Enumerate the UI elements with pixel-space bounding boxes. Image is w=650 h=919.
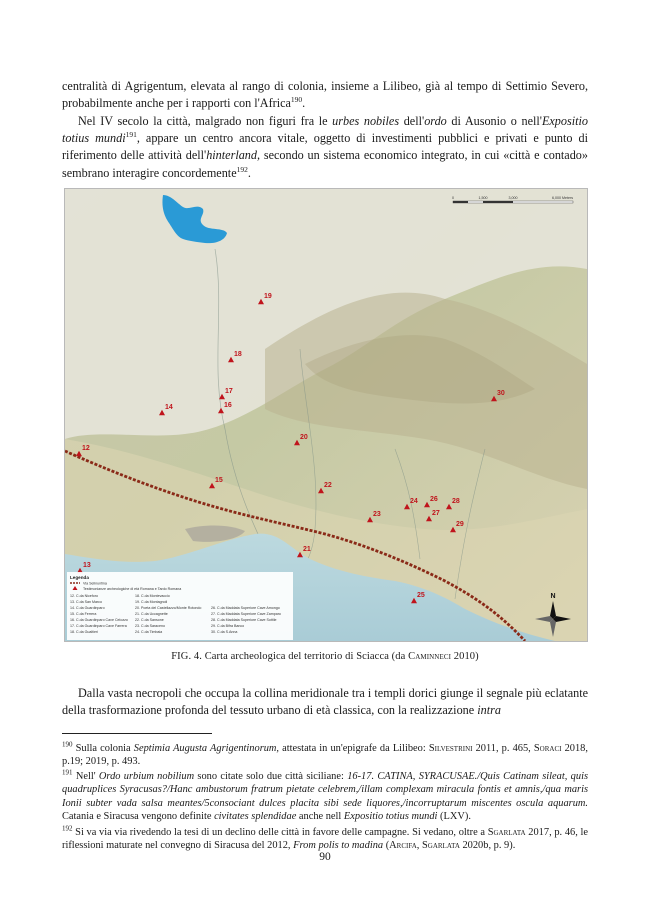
paragraph-3-text: Dalla vasta necropoli che occupa la collina meridionale tra i templi dorici giunge il segnale più eclatante della trasformazione profonda del tessuto urbano di età classica, con la realizzazione [62, 686, 588, 718]
site-label-13: 13 [83, 562, 91, 569]
site-label-25: 25 [417, 592, 425, 599]
paragraph-2 [62, 113, 588, 182]
footnote-192-text-d: , [416, 840, 422, 852]
footnote-ref-192[interactable]: 192 [236, 164, 248, 174]
paragraph-3 [62, 685, 588, 719]
legend-entry: 21. C.da Uccagnette [135, 612, 168, 616]
legend-entry: 22. C.da Sansone [135, 618, 164, 622]
legend-entry: 15. C.da Ferrera [70, 612, 97, 616]
scale-label-2: 3,000 [508, 196, 518, 200]
site-label-23: 23 [373, 511, 381, 518]
legend-road-label: Via Selinuntina [83, 581, 107, 586]
scale-bar-seg [483, 201, 513, 203]
footnote-191-italic-4: Expositio totius mundi [343, 811, 438, 823]
legend-entry: 19. C.da Montagnoli [135, 600, 168, 604]
footnote-192-text-c: ( [383, 840, 390, 852]
footnote-192-author-1: Sgarlata [487, 827, 526, 838]
paragraph-2-end: . [247, 165, 251, 180]
paragraph-2-text-c: di Ausonio o nell' [446, 114, 542, 128]
legend-entry: 20. Poeta del Castellazzo/Monte Rotondo [135, 606, 202, 610]
legend-entry: 30. C.da S.Anna [211, 630, 238, 634]
site-label-17: 17 [225, 388, 233, 395]
footnote-190-text-c: 2011, p. 465, [472, 743, 534, 754]
site-label-27: 27 [432, 510, 440, 517]
footnote-190-text-a: Sulla colonia [72, 743, 134, 754]
paragraph-3-italic: intra [477, 703, 501, 718]
paragraph-2-text-e: secondo un sistema economico integrato, in cui «città e contado» sembrano interagire concordemente [62, 148, 588, 180]
legend-entry: 16. C.da Guardinparo Cave Celozzo [70, 618, 128, 622]
footnote-192-number: 192 [62, 824, 73, 833]
legend-entry: 27. C.da Maddata Superiore Cave Zamparo [211, 612, 281, 616]
legend-entry: 29. C.da Bifra Banco [211, 624, 245, 628]
legend-entry: 26. C.da Maddata Superiore Cave Amongo [211, 606, 280, 610]
footnote-192-italic: From polis to madina [293, 840, 384, 852]
footnote-191-text-c: Catania e Siracusa vengono definite [62, 811, 215, 823]
scale-label-0: 0 [452, 196, 454, 200]
footnote-191-italic-3: civitates splendidae [214, 811, 297, 823]
footnote-191-text-a: Nell' [72, 771, 99, 782]
footnote-191-text-e: (LXV). [437, 811, 471, 823]
site-label-26: 26 [430, 496, 438, 503]
footnote-separator [62, 733, 212, 734]
paragraph-2-text-d: , appare un centro ancora vitale, oggetto di investimenti pubblici e privati e punto di riferimento delle attività dell' [62, 131, 589, 163]
footnote-190-text-b: attestata in un'epigrafe da Lilibeo: [279, 743, 429, 754]
footnote-190 [62, 742, 588, 769]
footnote-192-author-3: Sgarlata [421, 840, 460, 852]
paragraph-2-italic-4: hinterland, [206, 148, 261, 163]
paragraph-2-text-b: dell' [399, 114, 425, 128]
paragraph-2-italic-1: urbes nobiles [332, 114, 400, 128]
footnote-190-author-2: Soraci [533, 743, 562, 754]
site-label-22: 22 [324, 482, 332, 489]
legend-entry: 13. C.da San Marco [70, 600, 102, 604]
footnote-192-text-e: 2020b, p. 9). [459, 840, 516, 852]
footnote-191-text-b: sono citate solo due città siciliane: [194, 771, 348, 782]
legend-entry: 18. C.da Gualtieri [70, 630, 98, 634]
scale-bar-seg [453, 201, 468, 203]
footnote-191-quote: 16-17. CATINA, SYRACUSAE./Quis Catinam sileat, quis quadruplices Syracusas?/Hanc ambustorum fratrum pietate celebrem,/illam complexam miracula fontis et amnis,/qua maris Ionii subter vada salsa meantes/5consociant dulces placita sibi sede liquores,/incorruptarum miscentes oscula aquarum. [62, 771, 588, 809]
legend-entry: 23. C.da Saraceno [135, 624, 165, 628]
paragraph-1 [62, 78, 588, 112]
legend-entry: 12. C.da Niceforo [70, 594, 98, 598]
legend-title: Legenda [70, 575, 89, 580]
figure-caption-author: Caminneci [408, 651, 452, 662]
footnote-192 [62, 826, 588, 853]
footnote-191-italic-1: Ordo urbium nobilium [98, 771, 195, 782]
legend-entry: 17. C.da Guardinparo Cave Farrera [70, 624, 127, 628]
footnote-191-number: 191 [62, 768, 73, 777]
archaeological-map-figure [64, 188, 588, 642]
legend-entry: 18. C.da Montevaccio [135, 594, 170, 598]
archaeological-map [65, 189, 587, 641]
footnote-190-text-d: 2018, p.19; 2019, p. 493. [62, 743, 588, 768]
footnote-192-text-a: Si va via via rivedendo la tesi di un declino delle città in favore delle campagne. Si vedano, oltre a [72, 827, 488, 838]
scale-label-3: 6,000 Meters [552, 196, 573, 200]
paragraph-1-text: centralità di Agrigentum, elevata al rango di colonia, insieme a Lilibeo, già al tempo di Settimio Severo, probabilmente anche per i rapporti con l'Africa [62, 79, 588, 111]
footnote-190-number: 190 [62, 740, 73, 749]
site-label-21: 21 [303, 546, 311, 553]
footnote-191 [62, 770, 588, 824]
footnote-192-text-b: 2017, p. 46, le riflessioni maturate nel convegno di Siracusa del 2012, [62, 827, 588, 852]
page-number: 90 [319, 851, 331, 863]
footnote-190-author-1: Silvestrini [428, 743, 473, 754]
scale-label-1: 1,500 [478, 196, 488, 200]
site-label-29: 29 [456, 521, 464, 528]
site-label-24: 24 [410, 498, 418, 505]
site-label-28: 28 [452, 498, 460, 505]
footnote-191-text-d: anche nell [296, 811, 344, 823]
figure-caption-label: FIG. 4. [171, 651, 202, 662]
figure-caption-end: 2010) [451, 651, 479, 662]
site-label-12: 12 [82, 445, 90, 452]
legend-site-label: Testimonianze archeologiche di età Romana e Tardo Romana [83, 587, 182, 591]
site-label-16: 16 [224, 402, 232, 409]
site-label-20: 20 [300, 434, 308, 441]
paragraph-2-text-a: Nel IV secolo la città, malgrado non figuri fra le [78, 114, 333, 128]
legend-entry: 28. C.da Maddata Superiore Cave Sottile [211, 618, 277, 622]
figure-caption [62, 651, 588, 662]
legend-entry: 14. C.da Guardinparo [70, 606, 105, 610]
site-label-14: 14 [165, 404, 173, 411]
north-label: N [550, 593, 556, 600]
footnote-190-italic: Septimia Augusta Agrigentinorum, [133, 743, 280, 754]
footnote-ref-190[interactable]: 190 [290, 95, 303, 105]
legend-entry: 24. C.da Timbaia [135, 630, 163, 634]
paragraph-2-italic-3: Expositio totius mundi [62, 114, 588, 146]
map-legend [67, 572, 293, 640]
site-label-18: 18 [234, 351, 242, 358]
footnote-ref-191[interactable]: 191 [125, 130, 137, 140]
site-label-15: 15 [215, 477, 223, 484]
site-label-19: 19 [264, 293, 272, 300]
site-label-30: 30 [497, 390, 505, 397]
paragraph-1-end: . [302, 96, 306, 111]
footnote-192-author-2: Arcifa [389, 840, 417, 852]
figure-caption-text: Carta archeologica del territorio di Sciacca (da [201, 651, 409, 662]
paragraph-2-italic-2: ordo [424, 114, 447, 128]
